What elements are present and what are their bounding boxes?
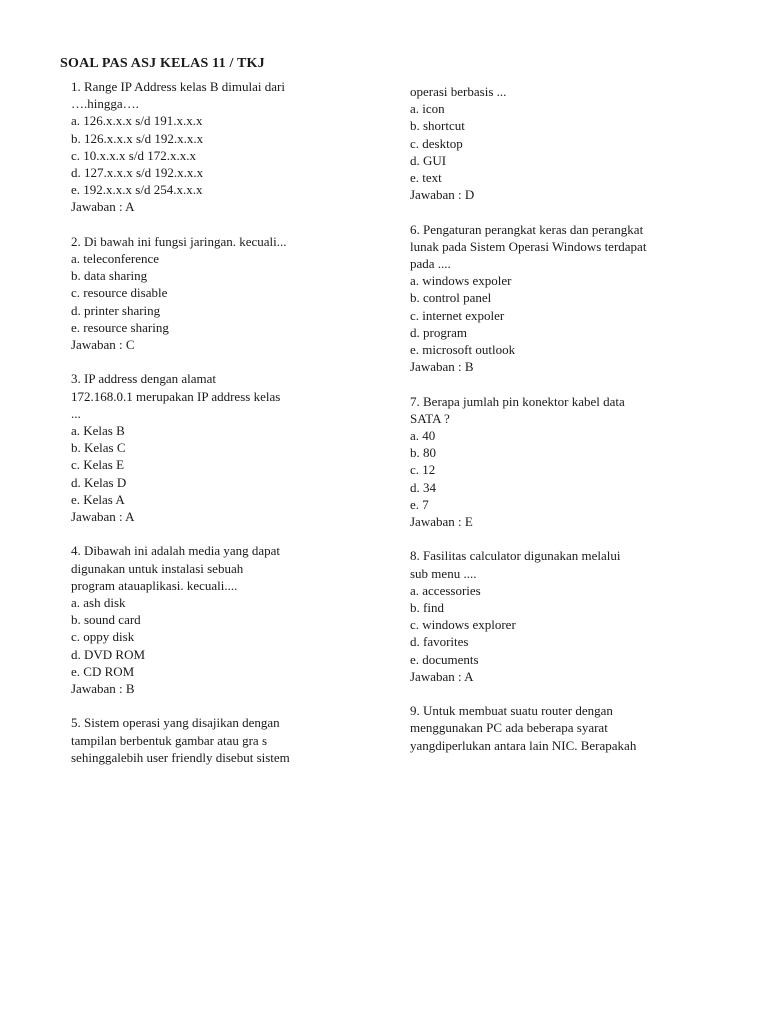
question-text-line: 3. IP address dengan alamat: [71, 371, 216, 387]
answer-option: e. 192.x.x.x s/d 254.x.x.x: [71, 182, 203, 198]
question-3: [71, 370, 343, 525]
answer-option: e. text: [410, 170, 442, 186]
answer-option: a. teleconference: [71, 251, 160, 267]
question-text-line: ...: [71, 405, 81, 421]
question-text-line: 5. Sistem operasi yang disajikan dengan: [71, 715, 280, 731]
answer-key: Jawaban : C: [71, 337, 135, 353]
answer-option: a. accessories: [410, 582, 481, 598]
question-text-line: 172.168.0.1 merupakan IP address kelas: [71, 388, 281, 404]
question-text-line: menggunakan PC ada beberapa syarat: [410, 720, 608, 736]
answer-option: c. resource disable: [71, 285, 168, 301]
answer-option: d. DVD ROM: [71, 646, 146, 662]
question-text-line: ….hingga….: [71, 96, 139, 112]
answer-option: d. printer sharing: [71, 302, 161, 318]
question-text-line: 9. Untuk membuat suatu router dengan: [410, 703, 613, 719]
question-5-continued: [410, 83, 700, 203]
answer-option: c. 12: [410, 462, 436, 478]
question-text-line: 8. Fasilitas calculator digunakan melalui: [410, 548, 621, 564]
document-title: SOAL PAS ASJ KELAS 11 / TKJ: [60, 56, 265, 71]
answer-option: c. desktop: [410, 135, 463, 151]
answer-option: a. Kelas B: [71, 423, 125, 439]
question-text-line: operasi berbasis ...: [410, 84, 507, 99]
question-text-line: yangdiperlukan antara lain NIC. Berapakah: [410, 737, 637, 753]
question-2: [71, 233, 343, 353]
question-6: [410, 221, 700, 376]
question-text-line: sub menu ....: [410, 565, 477, 581]
answer-option: b. find: [410, 600, 444, 616]
answer-option: e. Kelas A: [71, 491, 125, 507]
answer-option: a. windows expoler: [410, 273, 512, 289]
answer-option: a. ash disk: [71, 595, 126, 611]
answer-option: d. favorites: [410, 634, 469, 650]
answer-option: a. icon: [410, 101, 445, 117]
answer-option: e. 7: [410, 496, 429, 512]
answer-option: b. 126.x.x.x s/d 192.x.x.x: [71, 130, 204, 146]
question-text-line: 1. Range IP Address kelas B dimulai dari: [71, 79, 285, 94]
left-column: [71, 78, 343, 783]
question-text-line: pada ....: [410, 256, 451, 272]
answer-option: e. CD ROM: [71, 663, 135, 679]
answer-key: Jawaban : B: [410, 359, 474, 375]
answer-option: b. sound card: [71, 612, 141, 628]
answer-option: a. 126.x.x.x s/d 191.x.x.x: [71, 113, 203, 129]
question-text-line: sehinggalebih user friendly disebut sistem: [71, 749, 290, 765]
question-text-line: 6. Pengaturan perangkat keras dan perangkat: [410, 221, 644, 237]
answer-option: a. 40: [410, 428, 436, 444]
question-text-line: program atauaplikasi. kecuali....: [71, 577, 238, 593]
answer-key: Jawaban : B: [71, 681, 135, 697]
question-text-line: SATA ?: [410, 410, 450, 426]
question-7: [410, 393, 700, 531]
answer-option: b. 80: [410, 445, 436, 461]
answer-key: Jawaban : A: [71, 199, 135, 215]
answer-option: d. Kelas D: [71, 474, 127, 490]
answer-key: Jawaban : D: [410, 187, 475, 203]
answer-key: Jawaban : E: [410, 514, 473, 530]
answer-key: Jawaban : A: [410, 668, 474, 684]
answer-option: b. shortcut: [410, 118, 465, 134]
question-text-line: 4. Dibawah ini adalah media yang dapat: [71, 543, 281, 559]
question-text-line: lunak pada Sistem Operasi Windows terdapat: [410, 238, 647, 254]
question-4: [71, 542, 343, 697]
answer-option: d. 34: [410, 479, 436, 495]
answer-option: c. internet expoler: [410, 307, 505, 323]
answer-option: e. resource sharing: [71, 319, 169, 335]
answer-option: c. oppy disk: [71, 629, 135, 645]
answer-option: e. microsoft outlook: [410, 342, 516, 358]
question-text-line: 2. Di bawah ini fungsi jaringan. kecuali...: [71, 233, 287, 249]
question-5: [71, 714, 343, 766]
answer-option: b. control panel: [410, 290, 492, 306]
answer-option: c. windows explorer: [410, 617, 516, 633]
answer-option: c. 10.x.x.x s/d 172.x.x.x: [71, 147, 196, 163]
answer-key: Jawaban : A: [71, 509, 135, 525]
answer-option: b. Kelas C: [71, 440, 126, 456]
answer-option: b. data sharing: [71, 268, 148, 284]
question-8: [410, 547, 700, 685]
answer-option: c. Kelas E: [71, 457, 125, 473]
answer-option: e. documents: [410, 651, 479, 667]
answer-option: d. 127.x.x.x s/d 192.x.x.x: [71, 165, 204, 181]
question-text-line: 7. Berapa jumlah pin konektor kabel data: [410, 393, 625, 409]
question-1: [71, 78, 343, 216]
question-9: [410, 702, 700, 754]
question-text-line: digunakan untuk instalasi sebuah: [71, 560, 244, 576]
right-column: [410, 83, 700, 771]
question-text-line: tampilan berbentuk gambar atau gra s: [71, 732, 268, 748]
answer-option: d. program: [410, 324, 468, 340]
answer-option: d. GUI: [410, 152, 447, 168]
